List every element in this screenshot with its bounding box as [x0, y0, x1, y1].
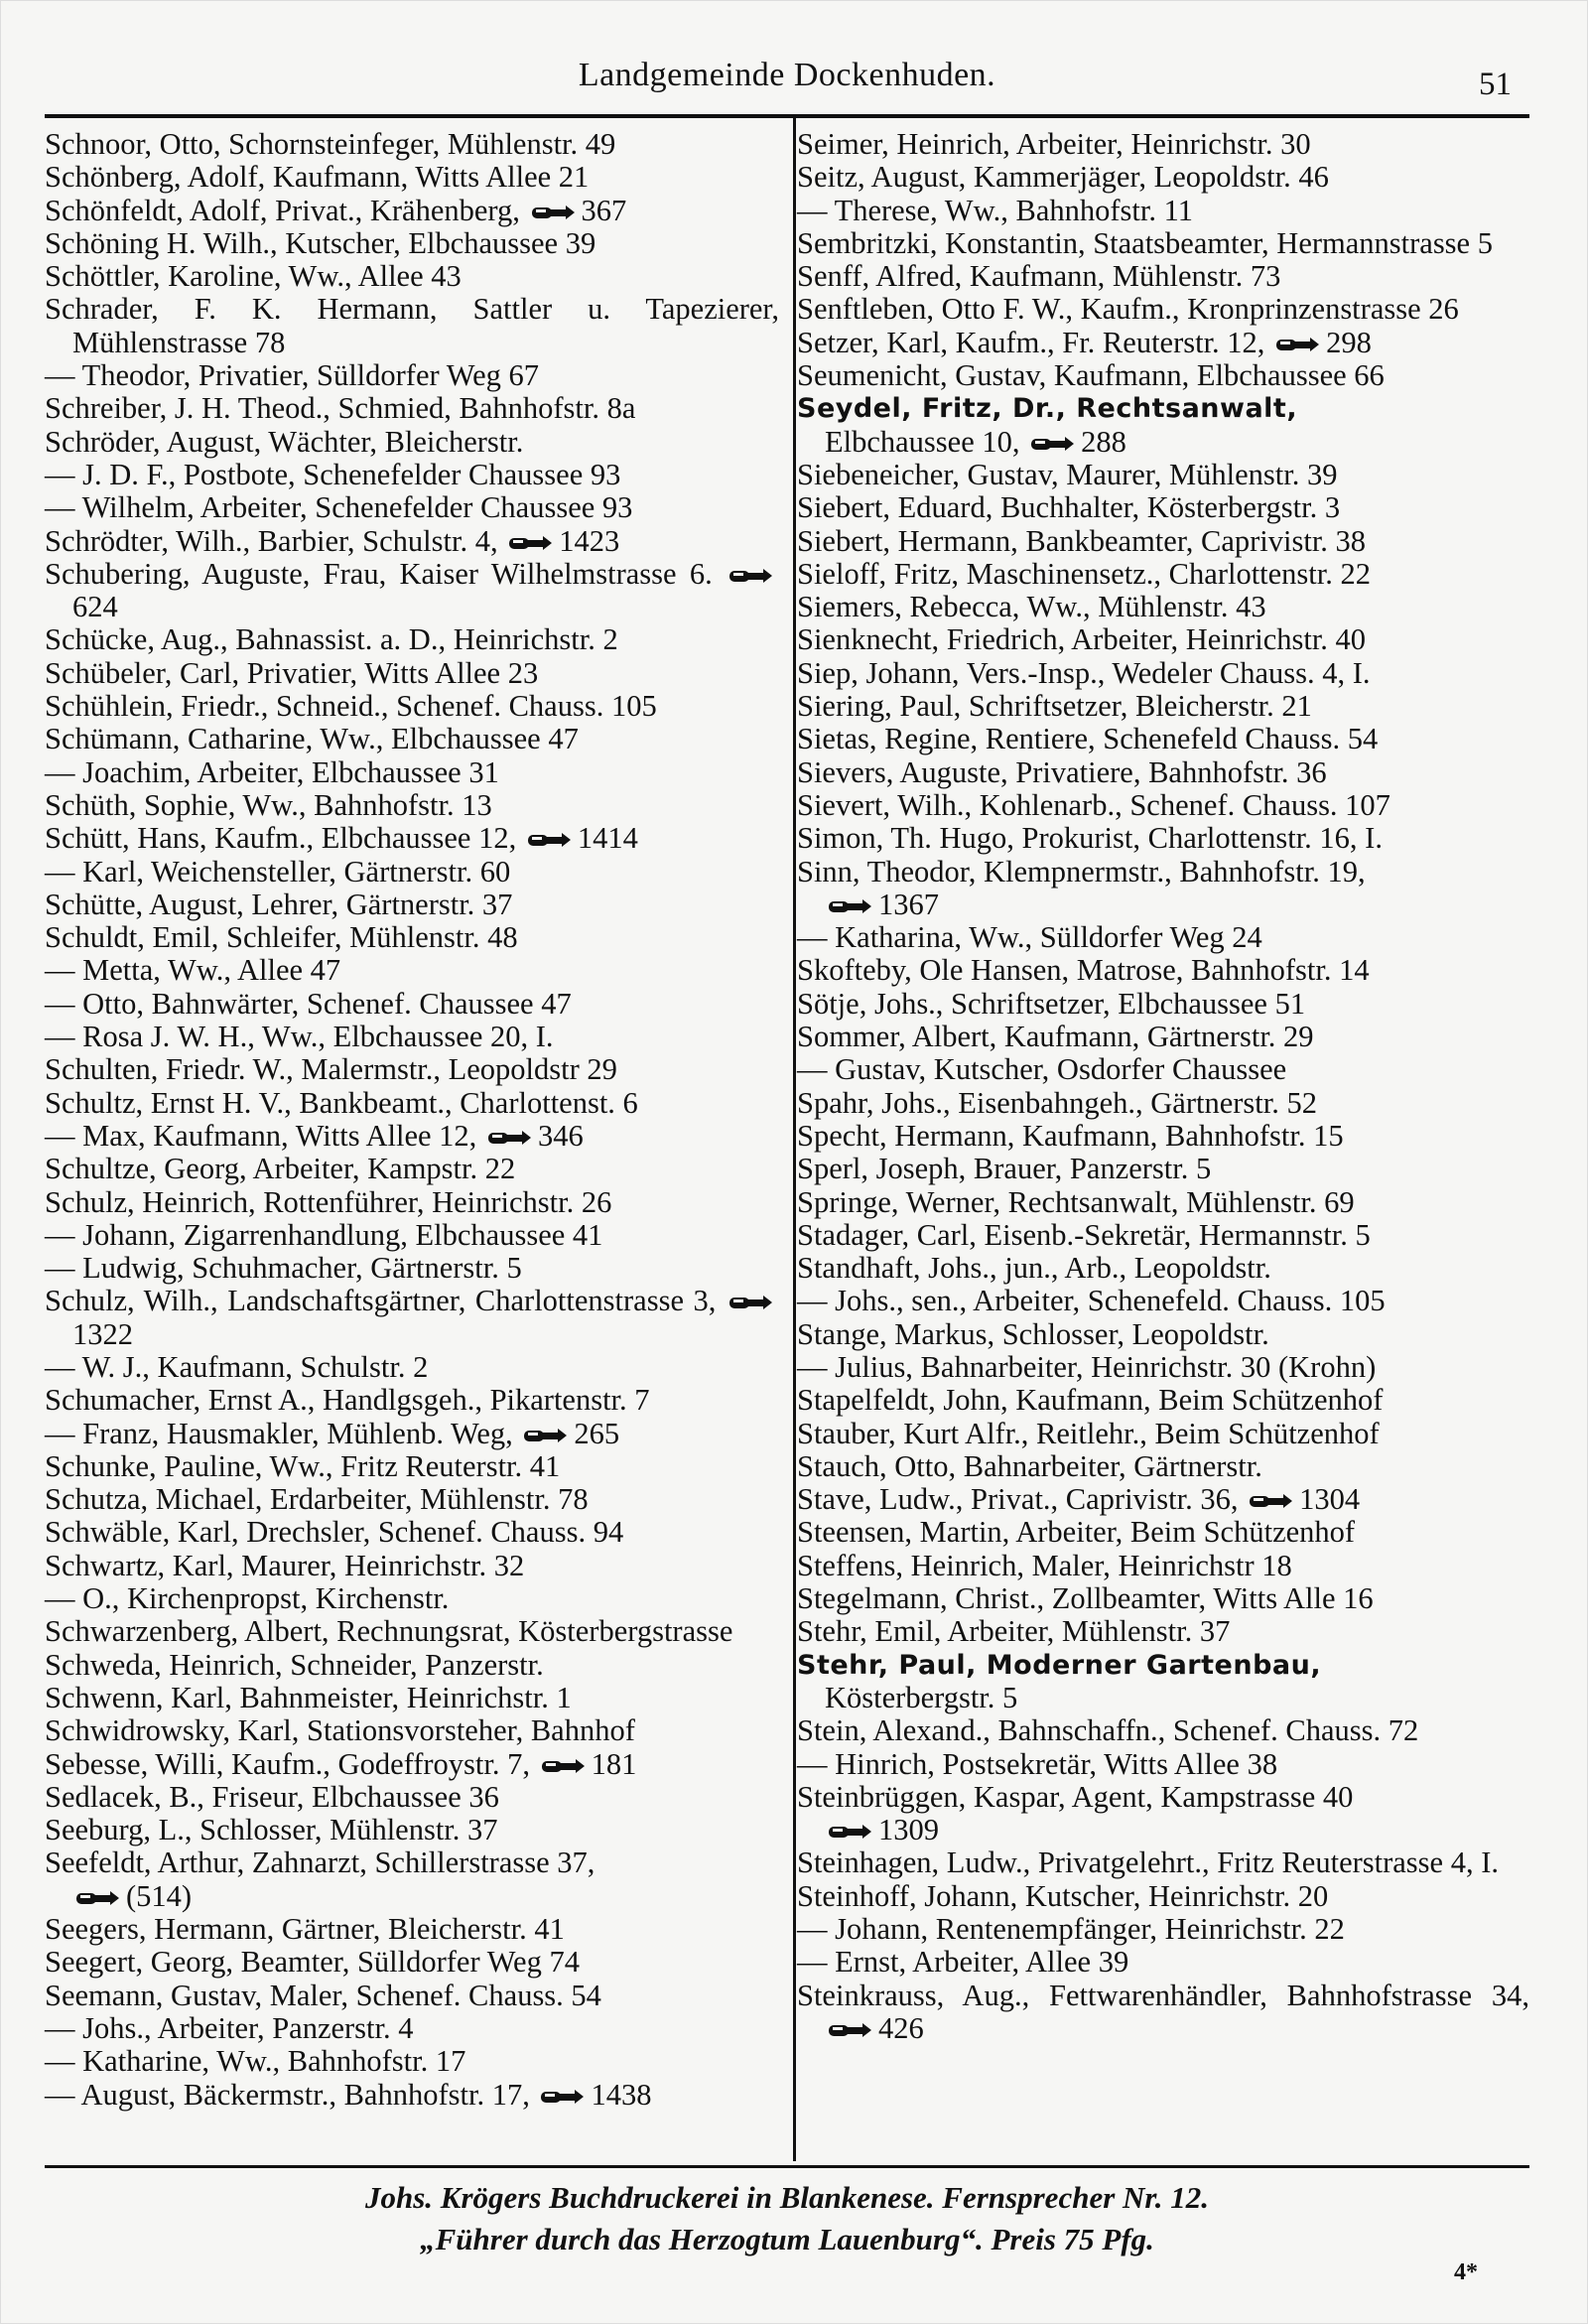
entry-text: Schönfeldt, Adolf, Privat., Krähenberg, — [45, 193, 520, 227]
entry-text: Schücke, Aug., Bahnassist. a. D., Heinrichstr. 2 — [45, 622, 618, 657]
entry-text: Schüth, Sophie, Ww., Bahnhofstr. 13 — [45, 787, 492, 822]
entry-text: — Otto, Bahnwärter, Schenef. Chaussee 47 — [45, 986, 572, 1021]
directory-entry — [797, 161, 1529, 194]
directory-entry — [45, 789, 779, 822]
directory-entry — [797, 988, 1529, 1021]
entry-text: Schreiber, J. H. Theod., Schmied, Bahnhofstr. 8a — [45, 391, 636, 426]
directory-entry — [45, 1120, 779, 1153]
entry-text: Siebert, Eduard, Buchhalter, Kösterbergstr. 3 — [797, 490, 1341, 525]
entry-text: Setzer, Karl, Kaufm., Fr. Reuterstr. 12, — [797, 325, 1265, 359]
entry-text: Schönberg, Adolf, Kaufmann, Witts Allee 21 — [45, 160, 590, 195]
entry-text: Schulten, Friedr. W., Malermstr., Leopoldstr 29 — [45, 1052, 617, 1087]
entry-text: Schunke, Pauline, Ww., Fritz Reuterstr. 41 — [45, 1448, 561, 1483]
directory-entry — [45, 1384, 779, 1417]
directory-entry — [45, 723, 779, 755]
footer-rule — [45, 2165, 1529, 2168]
entry-text: Sedlacek, B., Friseur, Elbchaussee 36 — [45, 1779, 499, 1814]
entry-text: Seemann, Gustav, Maler, Schenef. Chauss. 54 — [45, 1978, 601, 2012]
entry-text: — Joachim, Arbeiter, Elbchaussee 31 — [45, 754, 499, 789]
entry-text: Stange, Markus, Schlosser, Leopoldstr. — [797, 1316, 1269, 1351]
directory-entry — [45, 1913, 779, 1946]
telephone-hand-icon — [728, 1292, 773, 1313]
phone-number: 426 — [878, 2010, 924, 2045]
entry-text: — Johs., sen., Arbeiter, Schenefeld. Chauss. 105 — [797, 1284, 1386, 1318]
entry-text: Schweda, Heinrich, Schneider, Panzerstr. — [45, 1647, 544, 1682]
directory-entry — [45, 491, 779, 524]
phone-number: (514) — [126, 1878, 193, 1913]
directory-entry — [45, 459, 779, 491]
directory-entry — [45, 1153, 779, 1185]
entry-text: Seegert, Georg, Beamter, Sülldorfer Weg 74 — [45, 1945, 580, 1980]
directory-entry — [797, 491, 1529, 524]
directory-entry — [797, 1714, 1529, 1747]
directory-entry — [797, 1120, 1529, 1153]
entry-text: Schultze, Georg, Arbeiter, Kampstr. 22 — [45, 1152, 516, 1186]
signature-mark: 4* — [1454, 2259, 1478, 2285]
telephone-hand-icon — [827, 1821, 872, 1843]
entry-text: Elbchaussee 10, — [825, 424, 1020, 459]
directory-entry — [45, 822, 779, 855]
entry-text: Seumenicht, Gustav, Kaufmann, Elbchaussee 66 — [797, 358, 1385, 393]
entry-text: — Ludwig, Schuhmacher, Gärtnerstr. 5 — [45, 1251, 522, 1286]
directory-entry — [45, 359, 779, 392]
directory-entry — [45, 1351, 779, 1384]
directory-entry — [45, 161, 779, 194]
entry-text: — Wilhelm, Arbeiter, Schenefelder Chaussee 93 — [45, 490, 633, 525]
left-column — [45, 128, 779, 2112]
telephone-hand-icon — [530, 202, 576, 223]
entry-text: Stehr, Emil, Arbeiter, Mühlenstr. 37 — [797, 1614, 1231, 1649]
directory-entry — [797, 921, 1529, 954]
entry-text: Springe, Werner, Rechtsanwalt, Mühlenstr. 69 — [797, 1184, 1355, 1219]
phone-number: 346 — [537, 1118, 584, 1153]
directory-entry — [797, 657, 1529, 690]
directory-entry — [45, 2045, 779, 2078]
phone-number: 1414 — [577, 821, 638, 856]
entry-text: Stehr, Paul, Moderner Gartenbau, — [797, 1649, 1322, 1681]
directory-entry — [797, 723, 1529, 755]
entry-text: Schrader, F. K. Hermann, Sattler u. Tapezierer, Mühlenstrasse 78 — [45, 292, 779, 359]
page-header — [45, 53, 1529, 110]
directory-entry — [797, 128, 1529, 161]
entry-text: — Karl, Weichensteller, Gärtnerstr. 60 — [45, 854, 511, 889]
directory-entry — [797, 1781, 1529, 1847]
entry-text: Seydel, Fritz, Dr., Rechtsanwalt, — [797, 393, 1298, 425]
entry-text: Schwäble, Karl, Drechsler, Schenef. Chauss. 94 — [45, 1515, 624, 1550]
entry-text: Sieloff, Fritz, Maschinensetz., Charlottenstr. 22 — [797, 556, 1371, 591]
page-number: 51 — [1479, 67, 1512, 102]
entry-text: — W. J., Kaufmann, Schulstr. 2 — [45, 1349, 429, 1384]
directory-entry — [797, 690, 1529, 723]
telephone-hand-icon — [827, 895, 872, 917]
entry-text: Schnoor, Otto, Schornsteinfeger, Mühlenstr. 49 — [45, 127, 616, 161]
entry-text: Standhaft, Johs., jun., Arb., Leopoldstr. — [797, 1251, 1271, 1286]
entry-text: Schöning H. Wilh., Kutscher, Elbchaussee 39 — [45, 225, 596, 260]
telephone-hand-icon — [540, 1755, 586, 1777]
directory-entry — [45, 293, 779, 359]
directory-entry — [45, 525, 779, 558]
entry-text: Siebeneicher, Gustav, Maurer, Mühlenstr. 39 — [797, 457, 1338, 491]
directory-entry — [45, 657, 779, 690]
entry-text: Steinhoff, Johann, Kutscher, Heinrichstr. 20 — [797, 1878, 1329, 1913]
directory-entry — [797, 1318, 1529, 1351]
directory-entry — [797, 195, 1529, 227]
directory-entry — [797, 1285, 1529, 1317]
directory-entry — [45, 1682, 779, 1714]
telephone-hand-icon — [486, 1127, 532, 1149]
entry-text: Schübeler, Carl, Privatier, Witts Allee 23 — [45, 655, 539, 690]
entry-text: Siebert, Hermann, Bankbeamter, Caprivistr. 38 — [797, 523, 1367, 558]
entry-text: Seeburg, L., Schlosser, Mühlenstr. 37 — [45, 1813, 498, 1847]
directory-entry — [45, 856, 779, 889]
directory-entry — [45, 195, 779, 227]
entry-text: Schümann, Catharine, Ww., Elbchaussee 47 — [45, 722, 579, 756]
entry-text: Steinbrüggen, Kaspar, Agent, Kampstrasse 40 — [797, 1779, 1354, 1814]
directory-entry — [797, 227, 1529, 260]
entry-text: Stadager, Carl, Eisenb.-Sekretär, Hermannstr. 5 — [797, 1217, 1371, 1252]
directory-entry — [45, 1021, 779, 1053]
entry-text: Schwarzenberg, Albert, Rechnungsrat, Kösterbergstrasse — [45, 1614, 733, 1649]
phone-number: 1423 — [559, 523, 620, 558]
directory-entry — [797, 1450, 1529, 1483]
phone-number: 1438 — [591, 2077, 652, 2112]
directory-entry — [45, 1087, 779, 1120]
entry-text: Sietas, Regine, Rentiere, Schenefeld Chauss. 54 — [797, 722, 1379, 756]
telephone-hand-icon — [1029, 433, 1075, 455]
directory-entry — [45, 1418, 779, 1450]
phone-number: 1309 — [878, 1813, 939, 1847]
directory-entry — [45, 1748, 779, 1781]
directory-entry — [45, 1450, 779, 1483]
entry-text: — Johann, Rentenempfänger, Heinrichstr. 22 — [797, 1912, 1345, 1947]
entry-text: Stauber, Kurt Alfr., Reitlehr., Beim Schützenhof — [797, 1416, 1380, 1450]
directory-entry — [45, 1649, 779, 1682]
directory-entry — [45, 1582, 779, 1615]
right-column — [797, 128, 1529, 2045]
entry-text: Schultz, Ernst H. V., Bankbeamt., Charlottenst. 6 — [45, 1085, 638, 1120]
directory-entry — [797, 1418, 1529, 1450]
running-head: Landgemeinde Dockenhuden. — [578, 57, 996, 93]
directory-entry — [797, 1384, 1529, 1417]
directory-entry — [45, 954, 779, 987]
directory-entry — [797, 525, 1529, 558]
directory-entry — [797, 1649, 1529, 1682]
directory-entry — [797, 756, 1529, 789]
directory-entry — [45, 623, 779, 656]
directory-entry — [45, 1714, 779, 1747]
directory-entry — [797, 789, 1529, 822]
phone-number: 1304 — [1299, 1482, 1361, 1517]
directory-entry — [797, 426, 1529, 459]
directory-entry — [45, 1186, 779, 1219]
directory-entry — [45, 392, 779, 425]
entry-text: Sperl, Joseph, Brauer, Panzerstr. 5 — [797, 1152, 1212, 1186]
entry-text: — Julius, Bahnarbeiter, Heinrichstr. 30 (Krohn) — [797, 1349, 1377, 1384]
entry-text: Schulz, Wilh., Landschaftsgärtner, Charlottenstrasse 3, — [45, 1284, 717, 1318]
directory-entry — [45, 227, 779, 260]
entry-text: — Rosa J. W. H., Ww., Elbchaussee 20, I. — [45, 1020, 554, 1054]
directory-entry — [45, 756, 779, 789]
header-rule — [45, 114, 1529, 118]
entry-text: Schutza, Michael, Erdarbeiter, Mühlenstr. 78 — [45, 1482, 589, 1517]
directory-entry — [797, 558, 1529, 591]
directory-entry — [797, 1946, 1529, 1979]
telephone-hand-icon — [1248, 1490, 1293, 1512]
entry-text: — Max, Kaufmann, Witts Allee 12, — [45, 1118, 477, 1153]
entry-text: — Johs., Arbeiter, Panzerstr. 4 — [45, 2010, 414, 2045]
entry-text: Seitz, August, Kammerjäger, Leopoldstr. 46 — [797, 160, 1329, 195]
phone-number: 367 — [581, 193, 627, 227]
directory-entry — [797, 327, 1529, 359]
entry-text: — Katharine, Ww., Bahnhofstr. 17 — [45, 2044, 466, 2079]
footer-line-2: „Führer durch das Herzogtum Lauenburg“. Preis 75 Pfg. — [420, 2222, 1154, 2256]
directory-entry — [45, 260, 779, 293]
entry-text: Siering, Paul, Schriftsetzer, Bleicherstr. 21 — [797, 689, 1312, 724]
telephone-hand-icon — [1274, 334, 1320, 355]
directory-entry — [45, 2079, 779, 2112]
phone-number: 288 — [1081, 424, 1126, 459]
entry-text: Schubering, Auguste, Frau, Kaiser Wilhelmstrasse 6. — [45, 556, 713, 591]
directory-entry — [45, 889, 779, 921]
entry-text: Seegers, Hermann, Gärtner, Bleicherstr. 41 — [45, 1912, 565, 1947]
entry-text: Schwartz, Karl, Maurer, Heinrichstr. 32 — [45, 1548, 525, 1582]
directory-entry — [797, 1252, 1529, 1285]
directory-entry — [45, 426, 779, 459]
entry-text: Sembritzki, Konstantin, Staatsbeamter, Hermannstrasse 5 — [797, 225, 1493, 260]
directory-entry — [797, 822, 1529, 855]
directory-entry — [45, 1980, 779, 2012]
phone-number: 1322 — [72, 1316, 133, 1351]
telephone-hand-icon — [827, 2019, 872, 2041]
entry-text: Sebesse, Willi, Kaufm., Godeffroystr. 7, — [45, 1746, 530, 1781]
column-divider — [793, 118, 796, 2161]
phone-number: 181 — [591, 1746, 637, 1781]
entry-text: — August, Bäckermstr., Bahnhofstr. 17, — [45, 2077, 530, 2112]
directory-entry — [797, 856, 1529, 922]
phone-number: 624 — [72, 590, 118, 624]
directory-entry — [45, 1219, 779, 1252]
entry-text: — O., Kirchenpropst, Kirchenstr. — [45, 1581, 450, 1616]
entry-text: Schwidrowsky, Karl, Stationsvorsteher, Bahnhof — [45, 1713, 635, 1748]
directory-entry — [45, 2012, 779, 2045]
entry-text: Sommer, Albert, Kaufmann, Gärtnerstr. 29 — [797, 1020, 1314, 1054]
directory-entry — [45, 1550, 779, 1582]
entry-text: Sötje, Johs., Schriftsetzer, Elbchaussee 51 — [797, 986, 1306, 1021]
directory-entry — [797, 1846, 1529, 1879]
entry-text: Schühlein, Friedr., Schneid., Schenef. Chauss. 105 — [45, 689, 657, 724]
entry-text: — J. D. F., Postbote, Schenefelder Chaussee 93 — [45, 457, 621, 491]
directory-entry — [45, 690, 779, 723]
entry-text: Sinn, Theodor, Klempnermstr., Bahnhofstr. 19, — [797, 854, 1366, 889]
entry-text: Schuldt, Emil, Schleifer, Mühlenstr. 48 — [45, 920, 518, 955]
directory-entry — [797, 1980, 1529, 2046]
directory-entry — [797, 1516, 1529, 1549]
directory-entry — [45, 1814, 779, 1846]
directory-entry — [797, 1582, 1529, 1615]
entry-text: Stein, Alexand., Bahnschaffn., Schenef. Chauss. 72 — [797, 1713, 1419, 1748]
entry-text: — Hinrich, Postsekretär, Witts Allee 38 — [797, 1746, 1278, 1781]
directory-entry — [45, 1483, 779, 1516]
entry-text: Sievert, Wilh., Kohlenarb., Schenef. Chauss. 107 — [797, 787, 1390, 822]
entry-text: Senff, Alfred, Kaufmann, Mühlenstr. 73 — [797, 259, 1281, 294]
entry-text: Schumacher, Ernst A., Handlgsgeh., Pikartenstr. 7 — [45, 1383, 650, 1418]
entry-text: Siep, Johann, Vers.-Insp., Wedeler Chauss. 4, I. — [797, 655, 1371, 690]
entry-text: — Therese, Ww., Bahnhofstr. 11 — [797, 193, 1193, 227]
directory-entry — [45, 1252, 779, 1285]
directory-entry — [45, 921, 779, 954]
directory-entry — [797, 1087, 1529, 1120]
directory-entry — [797, 591, 1529, 623]
telephone-hand-icon — [507, 532, 553, 554]
directory-entry — [797, 954, 1529, 987]
directory-entry — [45, 1946, 779, 1979]
directory-entry — [45, 1285, 779, 1351]
entry-text: — Franz, Hausmakler, Mühlenb. Weg, — [45, 1416, 513, 1450]
entry-text: Seimer, Heinrich, Arbeiter, Heinrichstr. 30 — [797, 127, 1311, 161]
entry-text: Steinkrauss, Aug., Fettwarenhändler, Bahnhofstrasse 34, — [797, 1978, 1529, 2012]
telephone-hand-icon — [526, 829, 572, 851]
entry-text: Stegelmann, Christ., Zollbeamter, Witts Alle 16 — [797, 1581, 1374, 1616]
entry-text: Sievers, Auguste, Privatiere, Bahnhofstr. 36 — [797, 754, 1327, 789]
entry-text: Specht, Hermann, Kaufmann, Bahnhofstr. 15 — [797, 1118, 1344, 1153]
telephone-hand-icon — [728, 565, 773, 587]
printer-footer — [45, 2177, 1529, 2260]
entry-text: — Katharina, Ww., Sülldorfer Weg 24 — [797, 920, 1262, 955]
directory-entry — [797, 1880, 1529, 1913]
directory-entry — [797, 1186, 1529, 1219]
entry-text: Stapelfeldt, John, Kaufmann, Beim Schützenhof — [797, 1383, 1384, 1418]
entry-text: Spahr, Johs., Eisenbahngeh., Gärtnerstr. 52 — [797, 1085, 1317, 1120]
directory-entry — [797, 1351, 1529, 1384]
entry-text: — Johann, Zigarrenhandlung, Elbchaussee 41 — [45, 1217, 603, 1252]
phone-number: 265 — [574, 1416, 620, 1450]
telephone-hand-icon — [522, 1425, 568, 1446]
directory-entry — [797, 1153, 1529, 1185]
directory-entry — [797, 1053, 1529, 1086]
directory-entry — [797, 1219, 1529, 1252]
entry-text: — Ernst, Arbeiter, Allee 39 — [797, 1945, 1129, 1980]
entry-text: Steffens, Heinrich, Maler, Heinrichstr 18 — [797, 1548, 1292, 1582]
entry-text: Steensen, Martin, Arbeiter, Beim Schützenhof — [797, 1515, 1356, 1550]
entry-text: Schrödter, Wilh., Barbier, Schulstr. 4, — [45, 523, 498, 558]
directory-entry — [797, 359, 1529, 392]
directory-entry — [45, 1615, 779, 1648]
directory-entry — [45, 1846, 779, 1913]
directory-entry — [797, 1682, 1529, 1714]
directory-entry — [797, 623, 1529, 656]
entry-text: Senftleben, Otto F. W., Kaufm., Kronprinzenstrasse 26 — [797, 292, 1459, 327]
directory-entry — [797, 1615, 1529, 1648]
entry-text: Kösterbergstr. 5 — [825, 1680, 1018, 1714]
entry-text: — Gustav, Kutscher, Osdorfer Chaussee — [797, 1052, 1287, 1087]
entry-text: Sienknecht, Friedrich, Arbeiter, Heinrichstr. 40 — [797, 622, 1367, 657]
telephone-hand-icon — [539, 2086, 585, 2108]
directory-entry — [797, 1913, 1529, 1946]
telephone-hand-icon — [74, 1887, 120, 1909]
footer-line-1: Johs. Krögers Buchdruckerei in Blankenese. Fernsprecher Nr. 12. — [364, 2180, 1210, 2215]
entry-text: Stauch, Otto, Bahnarbeiter, Gärtnerstr. — [797, 1448, 1262, 1483]
entry-text: — Metta, Ww., Allee 47 — [45, 953, 341, 988]
entry-text: Schulz, Heinrich, Rottenführer, Heinrichstr. 26 — [45, 1184, 612, 1219]
entry-text: Simon, Th. Hugo, Prokurist, Charlottenstr. 16, I. — [797, 821, 1383, 856]
phone-number: 298 — [1326, 325, 1372, 359]
entry-text: Schütt, Hans, Kaufm., Elbchaussee 12, — [45, 821, 517, 856]
entry-text: — Theodor, Privatier, Sülldorfer Weg 67 — [45, 358, 539, 393]
directory-entry — [797, 392, 1529, 425]
entry-text: Stave, Ludw., Privat., Caprivistr. 36, — [797, 1482, 1239, 1517]
phone-number: 1367 — [878, 887, 939, 921]
directory-entry — [45, 1516, 779, 1549]
directory-entry — [797, 293, 1529, 326]
entry-text: Schütte, August, Lehrer, Gärtnerstr. 37 — [45, 887, 513, 921]
directory-entry — [797, 260, 1529, 293]
directory-entry — [797, 1483, 1529, 1516]
directory-entry — [45, 988, 779, 1021]
directory-entry — [45, 128, 779, 161]
entry-text: Schöttler, Karoline, Ww., Allee 43 — [45, 259, 462, 294]
directory-entry — [797, 1550, 1529, 1582]
directory-entry — [797, 1748, 1529, 1781]
entry-text: Siemers, Rebecca, Ww., Mühlenstr. 43 — [797, 590, 1266, 624]
entry-text: Skofteby, Ole Hansen, Matrose, Bahnhofstr. 14 — [797, 953, 1370, 988]
directory-entry — [797, 1021, 1529, 1053]
directory-entry — [797, 459, 1529, 491]
entry-text: Schröder, August, Wächter, Bleicherstr. — [45, 424, 524, 459]
entry-text: Steinhagen, Ludw., Privatgelehrt., Fritz Reuterstrasse 4, I. — [797, 1846, 1499, 1880]
directory-entry — [45, 1781, 779, 1814]
directory-entry — [45, 558, 779, 624]
directory-entry — [45, 1053, 779, 1086]
entry-text: Seefeldt, Arthur, Zahnarzt, Schillerstrasse 37, — [45, 1846, 596, 1880]
entry-text: Schwenn, Karl, Bahnmeister, Heinrichstr. 1 — [45, 1680, 572, 1714]
